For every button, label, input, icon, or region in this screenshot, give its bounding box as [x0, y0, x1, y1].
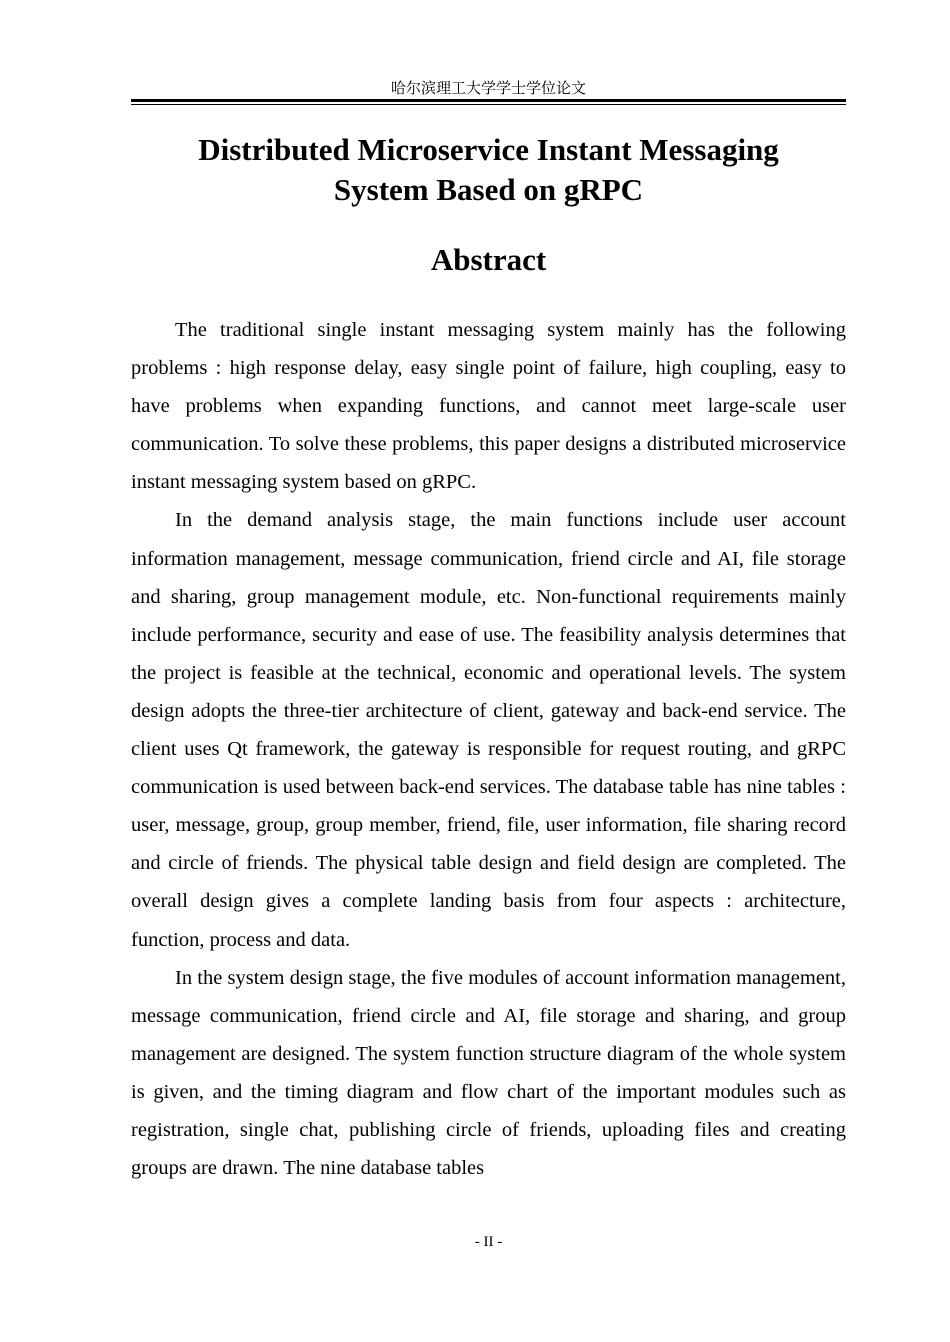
abstract-paragraph-3: In the system design stage, the five modules of account information management, message communication, friend circle and AI, file storage and sharing, and group management are designed. The system function structure diagram of the whole system is given, and the timing diagram and flow chart of the important modules such as registration, single chat, publishing circle of friends, uploading files and creating groups are drawn. The nine database tables	[131, 966, 846, 1180]
abstract-paragraph-2: In the demand analysis stage, the main functions include user account information management, message communication, friend circle and AI, file storage and sharing, group management module, etc. Non-functional requirements mainly include performance, security and ease of use. The feasibility analysis determines that the project is feasible at the technical, economic and operational levels. The system design adopts the three-tier architecture of client, gateway and back-end service. The client uses Qt framework, the gateway is responsible for request routing, and gRPC communication is used between back-end services. The database table has nine tables : user, message, group, group member, friend, file, user information, file sharing record and circle of friends. The physical table design and field design are completed. The overall design gives a complete landing basis from four aspects : architecture, function, process and data.	[131, 509, 846, 951]
header-rule-thin	[131, 104, 846, 105]
running-header: 哈尔滨理工大学学士学位论文	[390, 79, 586, 97]
abstract-body	[131, 311, 846, 1187]
abstract-heading: Abstract	[430, 242, 547, 277]
abstract-paragraph-1: The traditional single instant messaging system mainly has the following problems : high response delay, easy single point of failure, high coupling, easy to have problems when expanding functions, and cannot meet large-scale user communication. To solve these problems, this paper designs a distributed microservice instant messaging system based on gRPC.	[131, 319, 846, 494]
paper-title-line-1: Distributed Microservice Instant Messaging	[198, 132, 779, 167]
paper-title	[131, 130, 846, 210]
page-number: - II -	[474, 1234, 503, 1250]
paper-title-line-2: System Based on gRPC	[333, 172, 644, 207]
header-rule-thick	[131, 99, 846, 102]
